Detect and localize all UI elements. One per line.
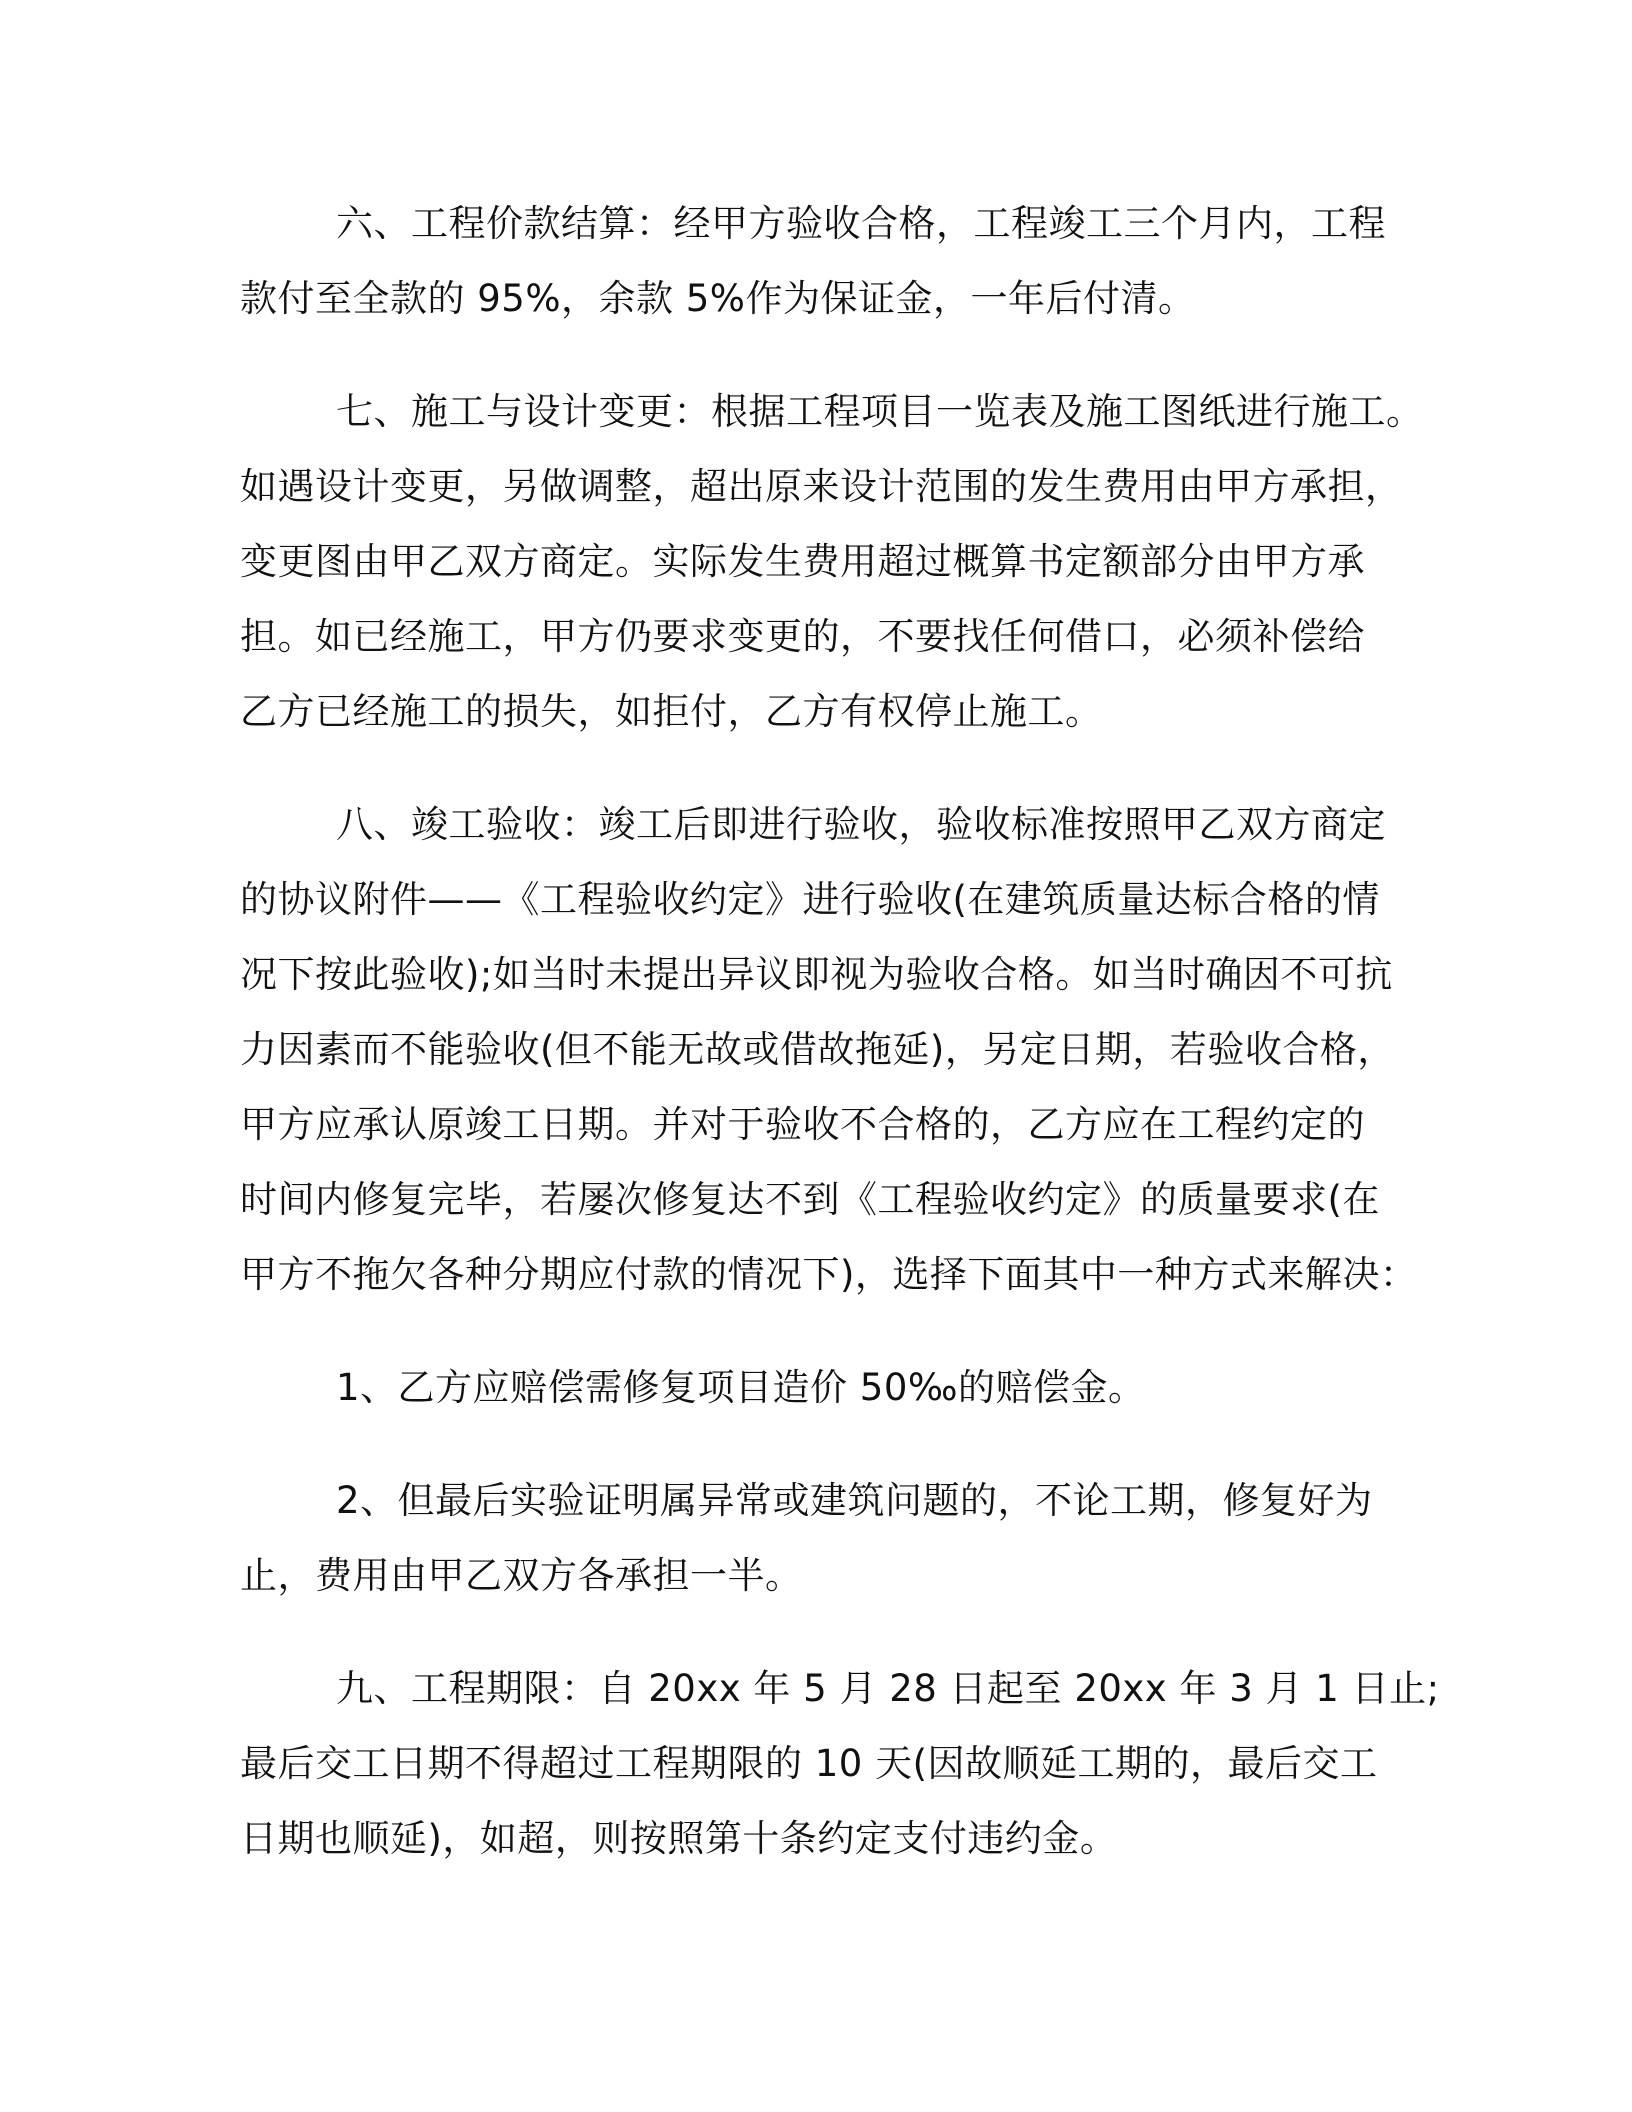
text-line: 款付至全款的 95%，余款 5%作为保证金，一年后付清。 bbox=[240, 277, 1196, 320]
text-line: 九、工程期限：自 20xx 年 5 月 28 日起至 20xx 年 3 月 1 日止; bbox=[336, 1667, 1440, 1710]
text-line: 甲方应承认原竣工日期。并对于验收不合格的，乙方应在工程约定的 bbox=[240, 1103, 1365, 1146]
paragraph-seven-design-change bbox=[240, 374, 1424, 749]
paragraph-item-two bbox=[240, 1463, 1392, 1613]
text-line: 1、乙方应赔偿需修复项目造价 50‰的赔偿金。 bbox=[336, 1366, 1146, 1409]
paragraph-nine-period bbox=[240, 1651, 1440, 1876]
paragraph-six-settlement bbox=[240, 186, 1392, 336]
text-line: 如遇设计变更，另做调整，超出原来设计范围的发生费用由甲方承担， bbox=[240, 465, 1403, 508]
text-line: 的协议附件——《工程验收约定》进行验收(在建筑质量达标合格的情 bbox=[240, 878, 1380, 921]
paragraph-eight-acceptance bbox=[240, 787, 1418, 1312]
text-line: 止，费用由甲乙双方各承担一半。 bbox=[240, 1554, 803, 1597]
text-line: 变更图由甲乙双方商定。实际发生费用超过概算书定额部分由甲方承 bbox=[240, 540, 1365, 583]
text-line: 六、工程价款结算：经甲方验收合格，工程竣工三个月内，工程 bbox=[336, 202, 1386, 245]
text-line: 况下按此验收);如当时未提出异议即视为验收合格。如当时确因不可抗 bbox=[240, 953, 1393, 996]
text-line: 甲方不拖欠各种分期应付款的情况下)，选择下面其中一种方式来解决： bbox=[240, 1253, 1418, 1296]
paragraph-item-one bbox=[240, 1350, 1392, 1425]
text-line: 七、施工与设计变更：根据工程项目一览表及施工图纸进行施工。 bbox=[336, 390, 1424, 433]
text-line: 2、但最后实验证明属异常或建筑问题的，不论工期，修复好为 bbox=[336, 1479, 1373, 1522]
document-body bbox=[240, 186, 1440, 1914]
text-line: 乙方已经施工的损失，如拒付，乙方有权停止施工。 bbox=[240, 690, 1103, 733]
text-line: 时间内修复完毕，若屡次修复达不到《工程验收约定》的质量要求(在 bbox=[240, 1178, 1380, 1221]
text-line: 日期也顺延)，如超，则按照第十条约定支付违约金。 bbox=[240, 1817, 1118, 1860]
text-line: 八、竣工验收：竣工后即进行验收，验收标准按照甲乙双方商定 bbox=[336, 803, 1386, 846]
text-line: 力因素而不能验收(但不能无故或借故拖延)，另定日期，若验收合格， bbox=[240, 1028, 1395, 1071]
text-line: 担。如已经施工，甲方仍要求变更的，不要找任何借口，必须补偿给 bbox=[240, 615, 1365, 658]
text-line: 最后交工日期不得超过工程期限的 10 天(因故顺延工期的，最后交工 bbox=[240, 1742, 1378, 1785]
